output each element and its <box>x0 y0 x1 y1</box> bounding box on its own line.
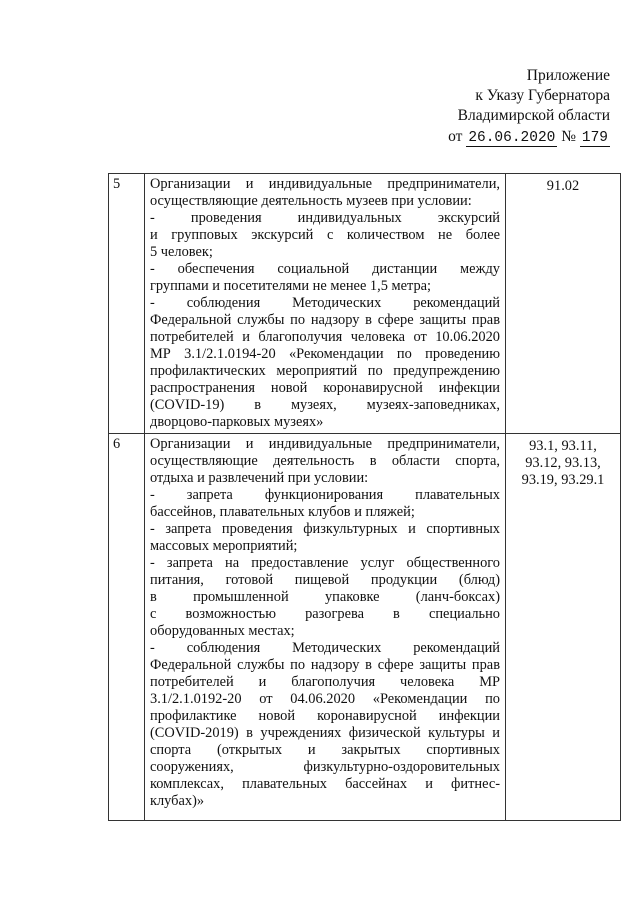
desc-line: - соблюдения Методических рекомендаций <box>150 295 500 311</box>
desc-line: в промышленной упаковке (ланч-боксах) <box>150 589 500 605</box>
desc-line: питания, готовой пищевой продукции (блюд) <box>150 572 500 588</box>
row-description <box>145 434 506 821</box>
row-number: 6 <box>109 434 145 821</box>
desc-line: Федеральной службы по надзору в сфере защиты прав <box>150 657 500 673</box>
desc-line: 3.1/2.1.0192-20 от 04.06.2020 «Рекомендации по <box>150 691 500 707</box>
desc-line: - проведения индивидуальных экскурсий <box>150 210 500 226</box>
ref-prefix: от <box>448 128 463 145</box>
desc-line: распространения новой коронавирусной инфекции <box>150 380 500 396</box>
desc-line: спорта (открытых и закрытых спортивных <box>150 742 500 758</box>
desc-line: потребителей и благополучия человека от 10.06.2020 <box>150 329 500 345</box>
desc-line: потребителей и благополучия человека МР <box>150 674 500 690</box>
desc-line: группами и посетителями не менее 1,5 метра; <box>150 278 432 294</box>
activities-table <box>108 173 621 821</box>
row-okved-code <box>506 434 621 821</box>
desc-line: комплексах, плавательных бассейнах и фитнес- <box>150 776 500 792</box>
header-line-appendix: Приложение <box>526 67 610 84</box>
table-row <box>109 434 621 821</box>
desc-line: профилактике новой коронавирусной инфекции <box>150 708 500 724</box>
desc-line: - соблюдения Методических рекомендаций <box>150 640 500 656</box>
desc-line: осуществляющие деятельность музеев при условии: <box>150 193 472 209</box>
number-sign: № <box>561 128 577 145</box>
desc-line: с возможностью разогрева в специально <box>150 606 500 622</box>
desc-line: клубах)» <box>150 793 205 809</box>
desc-line: дворцово-парковых музеях» <box>150 414 324 430</box>
row-description <box>145 174 506 434</box>
desc-line: профилактических мероприятий по предупреждению <box>150 363 500 379</box>
decree-reference <box>448 127 610 148</box>
code-line: 93.19, 93.29.1 <box>521 472 605 488</box>
desc-line: бассейнов, плавательных клубов и пляжей; <box>150 504 415 520</box>
document-header <box>448 66 610 148</box>
desc-line: - обеспечения социальной дистанции между <box>150 261 500 277</box>
desc-line: оборудованных местах; <box>150 623 295 639</box>
code-line: 93.12, 93.13, <box>525 455 601 471</box>
table-row <box>109 174 621 434</box>
desc-line: - запрета проведения физкультурных и спортивных <box>150 521 500 537</box>
desc-line: - запрета на предоставление услуг общественного <box>150 555 500 571</box>
decree-date: 26.06.2020 <box>468 130 556 146</box>
desc-line: и групповых экскурсий с количеством не более <box>150 227 500 243</box>
header-line-decree: к Указу Губернатора <box>475 87 610 104</box>
desc-line: Федеральной службы по надзору в сфере защиты прав <box>150 312 500 328</box>
desc-line: Организации и индивидуальные предприниматели, <box>150 436 500 452</box>
decree-number: 179 <box>581 130 608 146</box>
desc-line: осуществляющие деятельность в области спорта, <box>150 453 500 469</box>
desc-line: (COVID-2019) в учреждениях физической культуры и <box>150 725 500 741</box>
desc-line: сооружениях, физкультурно-оздоровительных <box>150 759 500 775</box>
row-okved-code: 91.02 <box>506 174 621 434</box>
desc-line: МР 3.1/2.1.0194-20 «Рекомендации по проведению <box>150 346 500 362</box>
desc-line: Организации и индивидуальные предприниматели, <box>150 176 500 192</box>
code-line: 93.1, 93.11, <box>529 438 597 454</box>
desc-line: отдыха и развлечений при условии: <box>150 470 369 486</box>
desc-line: 5 человек; <box>150 244 213 260</box>
desc-line: (COVID-19) в музеях, музеях-заповедниках, <box>150 397 500 413</box>
header-line-region: Владимирской области <box>457 107 610 124</box>
desc-spacer <box>150 810 500 818</box>
desc-line: массовых мероприятий; <box>150 538 298 554</box>
desc-line: - запрета функционирования плавательных <box>150 487 500 503</box>
row-number: 5 <box>109 174 145 434</box>
